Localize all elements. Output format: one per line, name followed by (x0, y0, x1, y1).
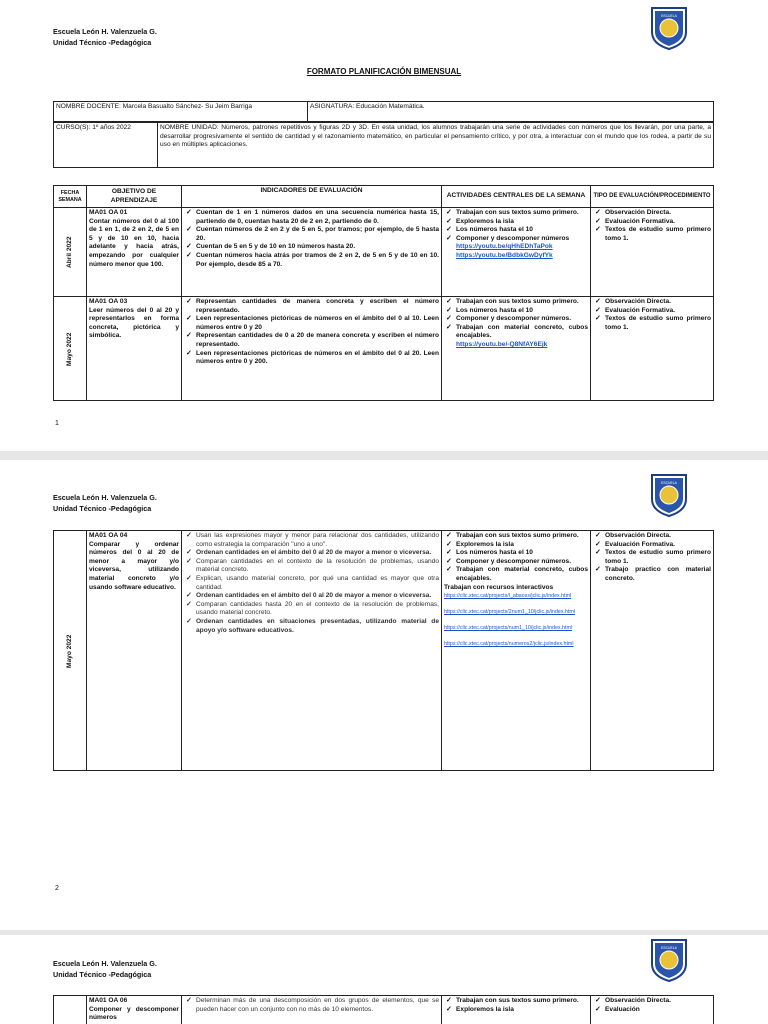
tipo-item: ✓ Textos de estudio sumo primero tomo 1. (605, 549, 711, 566)
col-objetivo: OBJETIVO DE APRENDIZAJE (87, 186, 182, 208)
indicador-item: ✓ Cuentan números de 2 en 2 y de 5 en 5, por tramos; por ejemplo, de 5 hasta 20. (196, 226, 439, 243)
school-name: Escuela León H. Valenzuela G. (53, 27, 157, 36)
actividad-item: ✓ Trabajan con sus textos sumo primero. (456, 209, 588, 218)
actividad-item: ✓ Trabajan con sus textos sumo primero. (456, 532, 588, 541)
resource-link[interactable]: https://clic.xtec.cat/projects/numeros2/jclic.js/index.html (444, 641, 574, 648)
col-indicadores: INDICADORES DE EVALUACIÓN (182, 186, 442, 208)
doc-title: FORMATO PLANIFICACIÓN BIMENSUAL (306, 67, 462, 76)
recursos-label: Trabajan con recursos interactivos (444, 583, 554, 591)
info-table-1 (53, 101, 714, 122)
asignatura-cell: ASIGNATURA: Educación Matemática. (308, 102, 714, 122)
actividad-item: ✓ Exploremos la isla (456, 218, 588, 227)
actividad-item: ✓ Los números hasta el 10 (456, 549, 588, 558)
table-row (54, 208, 714, 297)
indicador-item: ✓ Comparan cantidades hasta 20 en el contexto de la resolución de problemas, usando material concreto. (196, 601, 439, 618)
indicador-item: ✓ Cuentan números hacia atrás por tramos de 2 en 2, de 5 en 5 y de 10 en 10. Por ejemplo, desde 85 a 70. (196, 252, 439, 269)
table-row (54, 996, 714, 1024)
video-link[interactable]: https://youtu.be/BdbkGwDyfYk (456, 251, 553, 259)
indicador-item: ✓ Representan cantidades de 0 a 20 de manera concreta y escriben el número representado. (196, 332, 439, 349)
unit-name: Unidad Técnico -Pedagógica (53, 503, 152, 513)
unit-name: Unidad Técnico -Pedagógica (53, 969, 152, 979)
unidad-cell: NOMBRE UNIDAD: Números, patrones repetitivos y figuras 2D y 3D. En esta unidad, los alumnos trabajarán una serie de actividades con números que los llevarán, por una parte, a desarrollar progresivamente el sentido de cantidad y el razonamiento matemático, en particular el pensamiento crítico, y por otra, a interactuar con el mundo que los rodea, a partir de su uso en múltiples aplicaciones. (158, 123, 714, 168)
tipo-cell (591, 297, 714, 401)
tipo-cell (591, 531, 714, 771)
video-link[interactable]: https://youtu.be/-Q8NfAY6Ejk (456, 340, 548, 348)
actividad-item: ✓ Los números hasta el 10 (456, 226, 588, 235)
actividad-item: ✓ Trabajan con sus textos sumo primero. (456, 298, 588, 307)
objetivo-code: MA01 OA 03 (89, 298, 128, 305)
actividades-cell (442, 531, 591, 771)
school-name: Escuela León H. Valenzuela G. (53, 493, 157, 502)
tipo-item: ✓ Textos de estudio sumo primero tomo 1. (605, 226, 711, 243)
tipo-item: ✓ Observación Directa. (605, 209, 711, 218)
indicadores-cell (182, 531, 442, 771)
indicador-item: ✓ Leen representaciones pictóricas de números en el ámbito del 0 al 10. Leen números entre 0 y 20 (196, 315, 439, 332)
objetivo-text: Contar números del 0 al 100 de 1 en 1, de 2 en 2, de 5 en 5 y de 10 en 10, hacia adelante y hacia atrás, empezando por cualquier número menor que 100. (89, 217, 179, 268)
tipo-item: ✓ Observación Directa. (605, 298, 711, 307)
table-row (54, 297, 714, 401)
tipo-item: ✓ Observación Directa. (605, 997, 711, 1006)
docente-cell: NOMBRE DOCENTE: Marcela Basualto Sánchez- Su Jeim Barriga (54, 102, 308, 122)
tipo-item: ✓ Evaluación Formativa. (605, 307, 711, 316)
actividad-item: ✓ Los números hasta el 10 (456, 307, 588, 316)
tipo-item: ✓ Observación Directa. (605, 532, 711, 541)
svg-text:ESCUELA: ESCUELA (661, 946, 677, 950)
actividad-item: ✓ Trabajan con sus textos sumo primero. (456, 997, 588, 1006)
actividad-item: ✓ Componer y descomponer números. (456, 315, 588, 324)
page-number: 1 (55, 420, 59, 427)
page-header (53, 959, 157, 980)
indicador-item: ✓ Cuentan de 5 en 5 y de 10 en 10 números hasta 20. (196, 243, 439, 252)
curso-cell: CURSO(S): 1º años 2022 (54, 123, 158, 168)
indicador-item: ✓ Ordenan cantidades en situaciones presentadas, utilizando material de apoyo y/o software educativos. (196, 618, 439, 635)
video-link[interactable]: https://youtu.be/qHhEDhTaPok (456, 243, 553, 251)
objetivo-code: MA01 OA 06 (89, 997, 128, 1004)
resource-link[interactable]: https://clic.xtec.cat/projects/num1_10/jclic.js/index.html (444, 625, 573, 632)
objetivo-code: MA01 OA 04 (89, 532, 128, 539)
svg-text:ESCUELA: ESCUELA (661, 481, 677, 485)
svg-text:ESCUELA: ESCUELA (661, 14, 677, 18)
indicador-item: ✓ Representan cantidades de manera concreta y escriben el número representado. (196, 298, 439, 315)
page-header (53, 27, 157, 48)
planning-table (53, 185, 714, 401)
fecha-cell: Mayo 2022 (54, 531, 87, 771)
indicador-item: ✓ Comparan cantidades en el contexto de la resolución de problemas, usando material concreto. (196, 558, 439, 575)
indicador-item: ✓ Explican, usando material concreto, por qué una cantidad es mayor que otra cantidad. (196, 575, 439, 592)
objetivo-text: Componer y descomponer números (89, 1005, 179, 1022)
tipo-item: ✓ Evaluación (605, 1006, 711, 1015)
indicador-item: ✓ Usan las expresiones mayor y menor para relacionar dos cantidades, utilizando como estrategia la comparación "uno a uno". (196, 532, 439, 549)
tipo-cell (591, 996, 714, 1024)
indicador-item: ✓ Cuentan de 1 en 1 números dados en una secuencia numérica hasta 15, partiendo de 0, cuentan hasta 20 de 2 en 2, partiendo de 0. (196, 209, 439, 226)
col-actividades: ACTIVIDADES CENTRALES DE LA SEMANA (442, 186, 591, 208)
actividades-cell (442, 996, 591, 1024)
resource-link[interactable]: https://clic.xtec.cat/projects/l_abaces/jclic.js/index.html (444, 593, 572, 600)
school-logo (650, 473, 688, 517)
actividades-cell (442, 208, 591, 297)
tipo-item: ✓ Trabajo practico con material concreto. (605, 566, 711, 583)
actividad-item: ✓ Trabajan con material concreto, cubos encajables. (456, 324, 588, 341)
col-tipo: TIPO DE EVALUACIÓN/PROCEDIMIENTO (591, 186, 714, 208)
actividad-item: ✓ Trabajan con material concreto, cubos encajables. (456, 566, 588, 583)
fecha-cell: Mayo 2022 (54, 297, 87, 401)
objetivo-cell (87, 297, 182, 401)
tipo-item: ✓ Textos de estudio sumo primero tomo 1. (605, 315, 711, 332)
indicadores-cell (182, 297, 442, 401)
page-header (53, 493, 157, 514)
indicador-item: ✓ Ordenan cantidades en el ámbito del 0 al 20 de mayor a menor o viceversa. (196, 592, 439, 601)
page-number: 2 (55, 885, 59, 892)
objetivo-text: Comparar y ordenar números del 0 al 20 de menor a mayor y/o viceversa, utilizando material concreto y/o usando software educativo. (89, 540, 179, 591)
objetivo-cell (87, 531, 182, 771)
actividad-item: ✓ Componer y descomponer números (456, 235, 588, 244)
page-1 (0, 0, 768, 451)
school-logo (650, 938, 688, 982)
planning-table (53, 995, 714, 1024)
col-fecha: FECHA SEMANA (54, 186, 87, 208)
school-logo (650, 6, 688, 50)
school-name: Escuela León H. Valenzuela G. (53, 959, 157, 968)
tipo-item: ✓ Evaluación Formativa. (605, 541, 711, 550)
actividad-item: ✓ Componer y descomponer números. (456, 558, 588, 567)
unit-name: Unidad Técnico -Pedagógica (53, 37, 152, 47)
actividad-item: ✓ Exploremos la isla (456, 541, 588, 550)
indicador-item: ✓ Determinan más de una descomposición en dos grupos de elementos, que se pueden hacer con un conjunto con no más de 10 elementos. (196, 997, 439, 1014)
resource-link[interactable]: https://clic.xtec.cat/projects/2num1_10/jclic.js/index.html (444, 609, 576, 616)
indicador-item: ✓ Leen representaciones pictóricas de números en el ámbito del 0 al 20. Leen números entre 0 y 200. (196, 350, 439, 367)
objetivo-code: MA01 OA 01 (89, 209, 128, 216)
indicadores-cell (182, 208, 442, 297)
planning-table (53, 530, 714, 771)
objetivo-cell (87, 996, 182, 1024)
table-row (54, 531, 714, 771)
tipo-item: ✓ Evaluación Formativa. (605, 218, 711, 227)
actividad-item: ✓ Exploremos la isla (456, 1006, 588, 1015)
page-2 (0, 460, 768, 930)
indicador-item: ✓ Ordenan cantidades en el ámbito del 0 al 20 de mayor a menor o viceversa. (196, 549, 439, 558)
page-3 (0, 935, 768, 1024)
actividades-cell (442, 297, 591, 401)
fecha-cell: Abril 2022 (54, 208, 87, 297)
indicadores-cell (182, 996, 442, 1024)
objetivo-cell (87, 208, 182, 297)
tipo-cell (591, 208, 714, 297)
objetivo-text: Leer números del 0 al 20 y representarlos en forma concreta, pictórica y simbólica. (89, 306, 179, 340)
info-table-2 (53, 122, 714, 168)
fecha-cell (54, 996, 87, 1024)
